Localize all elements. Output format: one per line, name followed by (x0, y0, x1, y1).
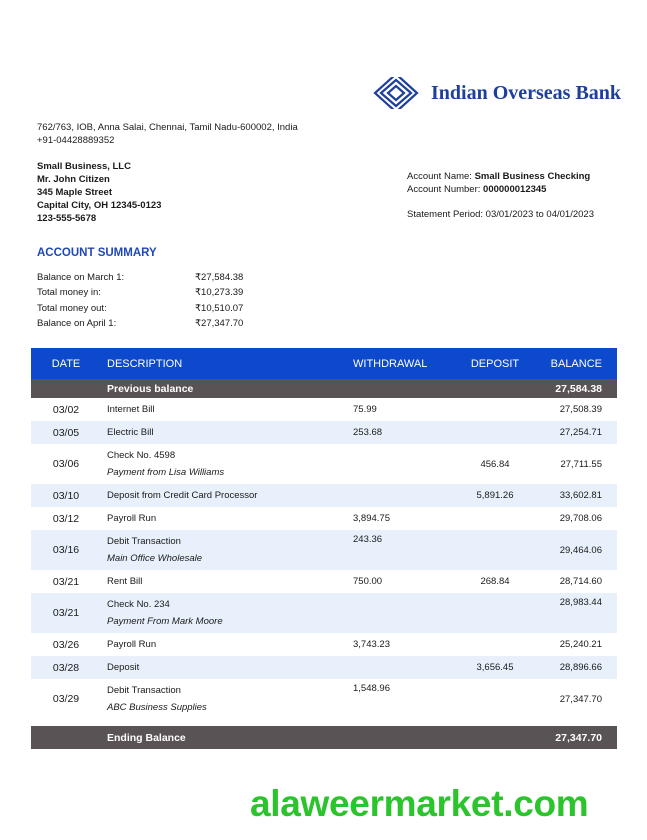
summary-row (37, 272, 275, 287)
row-memo: ABC Business Supplies (107, 702, 207, 713)
row-date: 03/29 (52, 693, 80, 705)
transactions-table (31, 348, 617, 749)
row-withdrawal: 1,548.96 (353, 683, 390, 694)
row-date: 03/21 (52, 607, 80, 619)
row-balance: 28,896.66 (559, 662, 602, 673)
account-info (407, 170, 590, 196)
table-row (31, 570, 617, 593)
previous-balance-value: 27,584.38 (555, 382, 602, 395)
row-balance: 27,254.71 (559, 427, 602, 438)
row-withdrawal: 243.36 (353, 534, 383, 545)
row-withdrawal: 3,743.23 (353, 639, 390, 650)
row-date: 03/02 (52, 403, 80, 416)
header-deposit: DEPOSIT (470, 357, 520, 370)
ending-balance-value: 27,347.70 (555, 731, 602, 744)
row-description: Deposit from Credit Card Processor (107, 490, 258, 501)
row-deposit: 456.84 (480, 458, 510, 470)
row-date: 03/12 (52, 512, 80, 525)
row-deposit: 268.84 (480, 576, 510, 587)
summary-title: ACCOUNT SUMMARY (37, 247, 157, 259)
customer-city: Capital City, OH 12345-0123 (37, 200, 162, 211)
account-name-value: Small Business Checking (474, 171, 591, 182)
summary-label: Balance on March 1: (37, 272, 125, 283)
row-description: Internet Bill (107, 404, 155, 415)
bank-address-line: 762/763, IOB, Anna Salai, Chennai, Tamil Nadu-600002, India (37, 122, 298, 133)
row-withdrawal: 750.00 (353, 576, 383, 587)
table-row (31, 421, 617, 444)
row-balance: 29,708.06 (559, 513, 602, 524)
customer-phone: 123-555-5678 (37, 213, 97, 224)
previous-balance-row (31, 379, 617, 398)
row-description-cell (101, 682, 347, 716)
row-date: 03/05 (52, 426, 80, 439)
table-row (31, 530, 617, 570)
row-description: Check No. 234 (107, 599, 170, 610)
account-name-label: Account Name: (407, 171, 472, 182)
row-balance: 28,714.60 (559, 576, 602, 587)
table-row (31, 507, 617, 530)
row-date: 03/26 (52, 638, 80, 651)
summary-label: Balance on April 1: (37, 318, 117, 330)
row-date: 03/10 (52, 489, 80, 502)
row-description: Deposit (107, 662, 140, 673)
row-balance: 28,983.44 (559, 597, 602, 608)
row-deposit: 3,656.45 (476, 662, 514, 673)
table-row (31, 593, 617, 633)
account-number-line (407, 183, 590, 196)
row-description: Payroll Run (107, 513, 157, 524)
summary-label: Total money in: (37, 287, 101, 299)
table-header (31, 348, 617, 379)
header-withdrawal: WITHDRAWAL (353, 357, 428, 370)
watermark: alaweermarket.com (250, 783, 589, 824)
row-withdrawal: 3,894.75 (353, 513, 390, 524)
iob-logo-icon (371, 72, 421, 114)
row-balance: 27,508.39 (559, 404, 602, 415)
account-number-value: 000000012345 (483, 184, 547, 195)
row-balance: 25,240.21 (559, 639, 602, 650)
account-name-line (407, 170, 590, 183)
ending-balance-label: Ending Balance (107, 731, 186, 744)
header-date: DATE (51, 357, 81, 370)
bank-logo (371, 72, 621, 114)
row-balance: 29,464.06 (559, 544, 602, 556)
summary-row (37, 287, 275, 302)
row-balance: 33,602.81 (559, 490, 602, 501)
row-withdrawal: 75.99 (353, 404, 377, 415)
row-balance: 27,711.55 (560, 458, 602, 470)
row-balance: 27,347.70 (559, 693, 602, 705)
summary-value: ₹10,510.07 (195, 302, 244, 314)
summary-label: Total money out: (37, 302, 107, 314)
row-date: 03/16 (52, 544, 80, 556)
summary-row (37, 303, 275, 318)
table-row (31, 444, 617, 484)
table-row (31, 656, 617, 679)
bank-address (37, 121, 298, 147)
previous-balance-label: Previous balance (107, 382, 194, 395)
row-memo: Main Office Wholesale (107, 553, 203, 564)
row-date: 03/06 (52, 458, 80, 470)
table-row (31, 679, 617, 719)
row-description: Payroll Run (107, 639, 157, 650)
row-memo: Payment from Lisa Williams (107, 467, 225, 478)
row-description: Check No. 4598 (107, 450, 176, 461)
customer-street: 345 Maple Street (37, 187, 112, 198)
row-withdrawal: 253.68 (353, 427, 383, 438)
statement-period: Statement Period: 03/01/2023 to 04/01/2023 (407, 209, 594, 220)
row-description-cell (101, 533, 347, 567)
ending-balance-row (31, 726, 617, 749)
account-number-label: Account Number: (407, 184, 481, 195)
summary-value: ₹27,584.38 (195, 272, 244, 283)
header-balance: BALANCE (550, 357, 602, 370)
row-deposit: 5,891.26 (476, 490, 514, 501)
customer-block (37, 160, 161, 225)
table-row (31, 398, 617, 421)
row-description: Debit Transaction (107, 685, 181, 696)
row-description-cell (101, 447, 347, 481)
account-summary (37, 272, 275, 334)
customer-company: Small Business, LLC (37, 161, 131, 172)
bank-phone: +91-04428889352 (37, 135, 115, 146)
header-description: DESCRIPTION (107, 357, 183, 370)
summary-value: ₹27,347.70 (195, 318, 244, 330)
row-description: Debit Transaction (107, 536, 181, 547)
row-date: 03/28 (52, 661, 80, 674)
bank-name: Indian Overseas Bank (431, 81, 622, 104)
row-description: Electric Bill (107, 427, 154, 438)
row-date: 03/21 (52, 575, 80, 588)
summary-row (37, 318, 275, 333)
row-memo: Payment From Mark Moore (107, 616, 223, 627)
row-description: Rent Bill (107, 576, 143, 587)
table-row (31, 633, 617, 656)
summary-value: ₹10,273.39 (195, 287, 244, 299)
customer-name: Mr. John Citizen (37, 174, 110, 185)
row-description-cell (101, 596, 347, 630)
table-row (31, 484, 617, 507)
